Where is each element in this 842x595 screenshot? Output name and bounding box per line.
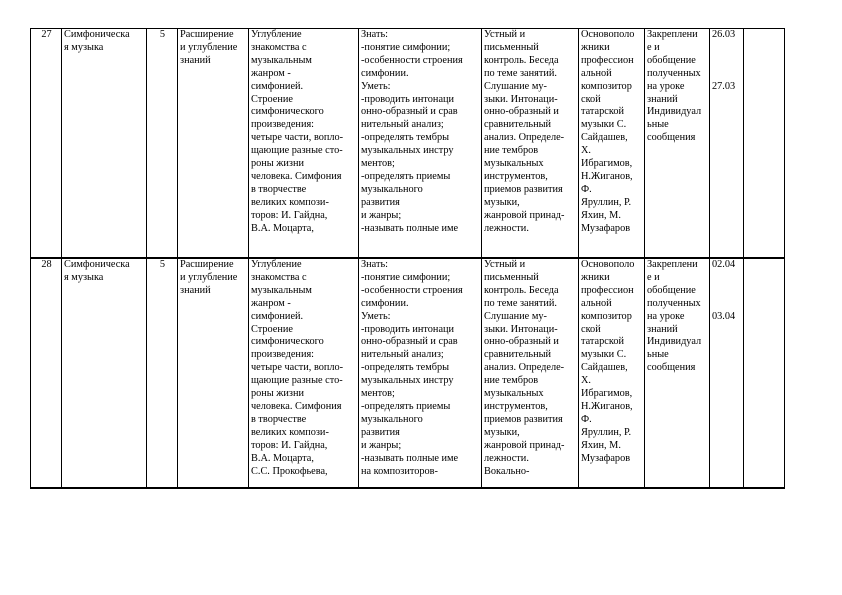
lesson-content-cell: Углубление знакомства с музыкальным жанром - симфонией. Строение симфонического произведения: четыре части, вопло- щающие разные сто- роны жизни человека. Симфония в творчестве великих компози- торов: И. Гайдна, В.А. Моцарта, С.С. Прокофьева, xyxy=(249,258,359,488)
hours-cell: 5 xyxy=(147,29,178,259)
dates-cell xyxy=(710,258,744,488)
lesson-number-cell: 27 xyxy=(31,29,62,259)
composers-cell: Основополо жники профессион альной композитор ской татарской музыки С. Сайдашев, Х. Ибрагимов, Н.Жиганов, Ф. Яруллин, Р. Яхин, М. Музафаров xyxy=(579,258,645,488)
lesson-plan-table xyxy=(30,28,785,489)
extra-cell xyxy=(744,29,785,259)
lesson-title-cell: Симфоническа я музыка xyxy=(62,29,147,259)
extra-cell xyxy=(744,258,785,488)
table-row xyxy=(31,258,785,488)
requirements-cell: Знать: -понятие симфонии; -особенности строения симфонии. Уметь: -проводить интонаци онно-образный и срав нительный анализ; -определять тембры музыкальных инстру ментов; -определять приемы музыкального развития и жанры; -называть полные име xyxy=(359,29,482,259)
control-cell: Устный и письменный контроль. Беседа по теме занятий. Слушание му- зыки. Интонаци- онно-образный и сравнительный анализ. Определе- ние тембров музыкальных инструментов, приемов развития музыки, жанровой принад- лежности. Вокально- xyxy=(482,258,579,488)
lesson-content-cell: Углубление знакомства с музыкальным жанром - симфонией. Строение симфонического произведения: четыре части, вопло- щающие разные сто- роны жизни человека. Симфония в творчестве великих компози- торов: И. Гайдна, В.А. Моцарта, xyxy=(249,29,359,259)
lesson-type-cell: Расширение и углубление знаний xyxy=(178,29,249,259)
requirements-cell: Знать: -понятие симфонии; -особенности строения симфонии. Уметь: -проводить интонаци онно-образный и срав нительный анализ; -определять тембры музыкальных инстру ментов; -определять приемы музыкального развития и жанры; -называть полные име на композиторов- xyxy=(359,258,482,488)
lesson-number-cell: 28 xyxy=(31,258,62,488)
date-actual: 03.04 xyxy=(712,310,736,322)
hours-cell: 5 xyxy=(147,258,178,488)
composers-cell: Основополо жники профессион альной композитор ской татарской музыки С. Сайдашев, Х. Ибрагимов, Н.Жиганов, Ф. Яруллин, Р. Яхин, М. Музафаров xyxy=(579,29,645,259)
date-planned: 26.03 xyxy=(712,29,736,40)
lesson-title-cell: Симфоническа я музыка xyxy=(62,258,147,488)
homework-cell: Закреплени е и обобщение полученных на уроке знаний Индивидуал ьные сообщения xyxy=(645,29,710,259)
dates-cell xyxy=(710,29,744,259)
table-row xyxy=(31,29,785,259)
control-cell: Устный и письменный контроль. Беседа по теме занятий. Слушание му- зыки. Интонаци- онно-образный и сравнительный анализ. Определе- ние тембров музыкальных инструментов, приемов развития музыки, жанровой принад- лежности. xyxy=(482,29,579,259)
homework-cell: Закреплени е и обобщение полученных на уроке знаний Индивидуал ьные сообщения xyxy=(645,258,710,488)
date-actual: 27.03 xyxy=(712,80,736,92)
date-planned: 02.04 xyxy=(712,259,736,270)
lesson-type-cell: Расширение и углубление знаний xyxy=(178,258,249,488)
